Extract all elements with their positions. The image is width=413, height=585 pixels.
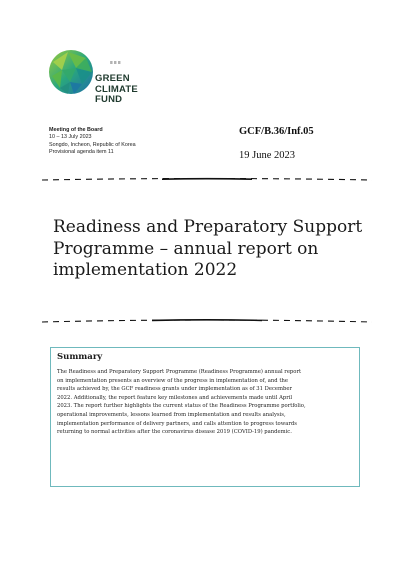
logo-wordmark xyxy=(95,74,138,106)
meeting-location: Songdo, Incheon, Republic of Korea xyxy=(49,141,136,148)
summary-box xyxy=(50,347,360,487)
summary-line: results achieved by, the GCF readiness grants under implementation as of 31 December xyxy=(57,386,292,393)
logo-dots: ≡≡≡ xyxy=(110,60,122,66)
summary-heading: Summary xyxy=(57,352,103,362)
summary-line: operational improvements, lessons learned from implementation and results analysis, xyxy=(57,411,286,418)
summary-line: 2022. Additionally, the report feature key milestones and achievements made until April xyxy=(57,394,293,401)
summary-line: implementation performance of delivery partners, and calls attention to progress towards xyxy=(57,420,297,427)
logo-line: CLIMATE xyxy=(95,83,138,95)
logo-line: FUND xyxy=(95,94,123,105)
title-line: implementation 2022 xyxy=(53,260,238,280)
decorative-divider xyxy=(42,318,372,324)
meeting-info xyxy=(49,127,209,157)
summary-line: returning to normal activities after the coronavirus disease 2019 (COVID-19) pandemic. xyxy=(57,429,292,436)
document-reference: GCF/B.36/Inf.05 xyxy=(239,126,314,137)
summary-line: The Readiness and Preparatory Support Programme (Readiness Programme) annual report xyxy=(57,369,302,375)
document-title xyxy=(53,217,373,282)
decorative-divider xyxy=(42,177,372,183)
meeting-agenda-item: Provisional agenda item 11 xyxy=(49,149,114,156)
summary-line: on implementation presents an overview of the progress in implementation of, and the xyxy=(57,377,288,384)
document-date: 19 June 2023 xyxy=(239,150,295,161)
title-line: Readiness and Preparatory Support xyxy=(53,217,363,237)
meeting-heading: Meeting of the Board xyxy=(49,127,103,133)
meeting-dates: 10 – 13 July 2023 xyxy=(49,134,92,141)
title-line: Programme – annual report on xyxy=(53,238,319,259)
logo-line: GREEN xyxy=(95,73,130,84)
summary-line: 2023. The report further highlights the current status of the Readiness Programme portfolio, xyxy=(57,403,306,410)
